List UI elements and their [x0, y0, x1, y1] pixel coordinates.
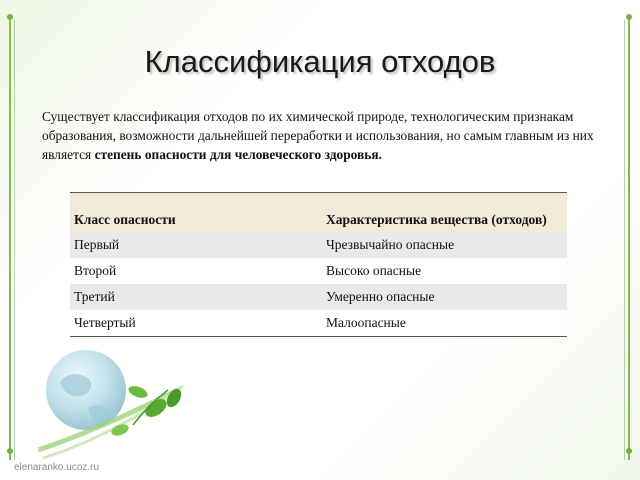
slide-title: Классификация отходов: [144, 44, 496, 79]
table-header-row: [70, 193, 567, 233]
table-row: [70, 232, 567, 258]
frame-left-line: [9, 20, 11, 460]
frame-dot-top-left: [7, 14, 13, 20]
row-characteristic: Чрезвычайно опасные: [322, 232, 567, 258]
intro-paragraph: [42, 107, 612, 164]
row-class: Третий: [70, 284, 322, 310]
intro-text: Существует классификация отходов по их химической природе, технологическим признакам образования, возможности дальнейшей переработки и использования, но самым главным из них является: [42, 109, 594, 162]
frame-left-line-inner: [14, 20, 15, 460]
header-substance-characteristic: Характеристика вещества (отходов): [322, 193, 567, 233]
table-row: [70, 284, 567, 310]
frame-dot-top-right: [626, 14, 632, 20]
row-characteristic: Малоопасные: [322, 310, 567, 337]
table-row: [70, 258, 567, 284]
watermark: elenaranko.ucoz.ru: [14, 462, 100, 473]
row-characteristic: Высоко опасные: [322, 258, 567, 284]
row-characteristic: Умеренно опасные: [322, 284, 567, 310]
row-class: Четвертый: [70, 310, 322, 337]
row-class: Первый: [70, 232, 322, 258]
intro-emphasis: степень опасности для человеческого здоровья.: [94, 147, 382, 162]
frame-dot-bottom-left: [7, 448, 13, 454]
frame-right-line: [628, 20, 630, 460]
globe-with-leaves-icon: [38, 330, 188, 480]
header-hazard-class: Класс опасности: [70, 193, 322, 233]
frame-dot-bottom-right: [626, 448, 632, 454]
row-class: Второй: [70, 258, 322, 284]
frame-right-line-inner: [624, 20, 625, 460]
hazard-class-table: [70, 192, 567, 337]
